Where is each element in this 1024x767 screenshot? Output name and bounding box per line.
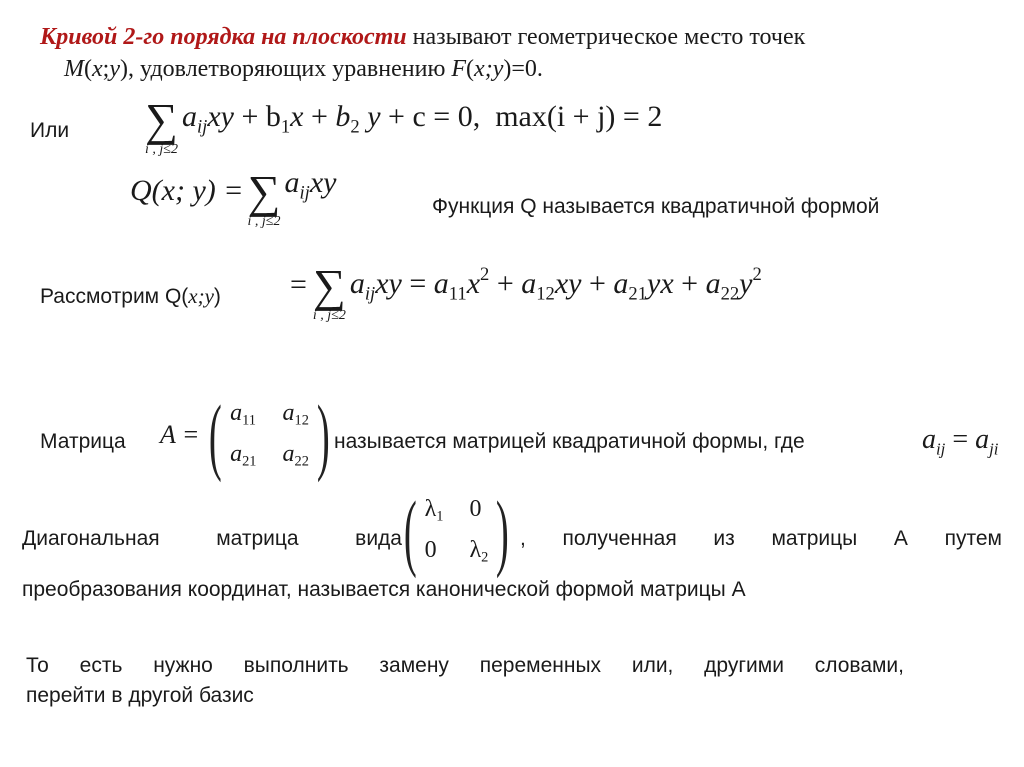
quadratic-form-note: Функция Q называется квадратичной формой [432,195,880,218]
definition-text: называют геометрическое место точек [412,24,806,50]
matrix-a11: $a_{11}$ [230,399,256,428]
diag-lambda-1: $\lambda_1$ [424,495,444,524]
label-ili: Или [30,119,70,142]
sum-symbol: ∑ i , j≤2 [145,94,178,157]
conclusion-line-2: перейти в другой базис [26,684,254,707]
definition-line-2: M(x;y), удовлетворяющих уравнению F(x;y)=0. [64,56,543,82]
sum-symbol: ∑ i , j≤2 [312,260,346,323]
matrix-description: называется матрицей квадратичной формы, где [334,430,805,453]
quadratic-form-definition: Q(x; y) = ∑ i , j≤2 $a_{ij}xy$ [130,165,337,229]
matrix-a: A = ( $a_{11}$ $a_{12}$ $a_{21}$ $a_{22}$ ) [160,392,338,478]
diagonal-line-1-rest: , полученная из матрицы А путем [520,527,1002,550]
conclusion-line-1: То есть нужно выполнить замену переменных или, другими словами, [26,654,904,677]
point-args: (x;y) [84,56,128,82]
term-highlight: Кривой 2-го порядка на плоскости [40,24,407,50]
quadratic-form-expansion: = ∑ i , j≤2 $a_{ij}xy = a_{11}x^2 + a_{12}xy + a_{21}yx + a_{22}y^2$ [290,260,762,323]
definition-line-1 [40,24,805,51]
diagonal-matrix: ( $\lambda_1$ 0 0 $\lambda_2$ ) [403,483,510,579]
diag-zero-1: 0 [469,495,482,522]
matrix-a22: $a_{22}$ [282,441,309,470]
max-condition: max(i + j) = 2 [495,99,663,133]
diagonal-line-1: Диагональная матрица вида [22,527,402,550]
matrix-a12: $a_{12}$ [282,399,309,428]
diag-zero-2: 0 [424,537,437,563]
sum-symbol: ∑ i , j≤2 [247,166,281,229]
diag-lambda-2: $\lambda_2$ [469,537,489,566]
consider-label: Рассмотрим Q(x;y) [40,284,221,308]
matrix-label: Матрица [40,430,126,453]
general-equation: ∑ i , j≤2 $a_{ij}xy + b_1x + b_2$ y + c = 0, max(i + j) = 2 [145,94,663,157]
matrix-a21: $a_{21}$ [230,441,257,470]
matrix-a-body: ( $a_{11}$ $a_{12}$ $a_{21}$ $a_{22}$ ) [209,387,330,483]
symmetry-condition: $a_{ij} = a_{ji}$ [922,424,999,459]
diagonal-line-2: преобразования координат, называется канонической формой матрицы А [22,578,746,601]
